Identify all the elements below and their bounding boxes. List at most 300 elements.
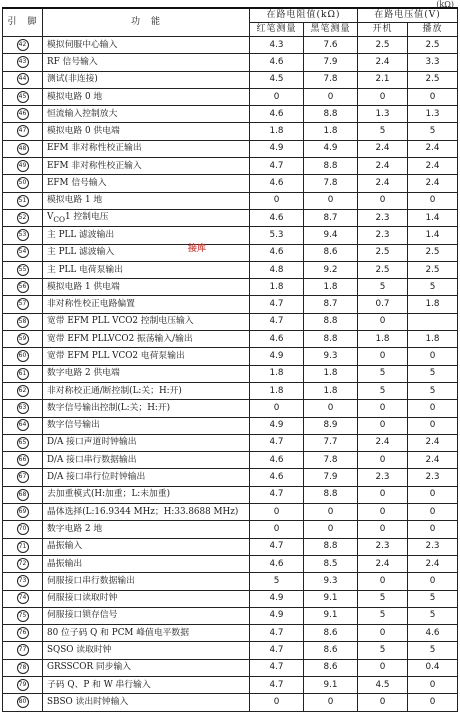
playback-voltage: 0 <box>408 676 458 693</box>
power-on-voltage: 2.3 <box>358 538 408 555</box>
red-probe-value: 4.9 <box>250 590 304 607</box>
header-playback: 播放 <box>408 23 458 37</box>
table-row <box>3 434 458 451</box>
red-probe-value: 4.9 <box>250 417 304 434</box>
table-header <box>3 8 458 37</box>
function-cell: 数字信号输出控制(L:关；H:开) <box>43 400 250 417</box>
table-row <box>3 469 458 486</box>
power-on-voltage: 5 <box>358 123 408 140</box>
red-probe-value: 4.7 <box>250 313 304 330</box>
header-pin: 引 脚 <box>3 8 43 37</box>
table-row <box>3 504 458 521</box>
circled-pin-number: 73 <box>17 575 29 587</box>
table-body <box>3 37 458 712</box>
function-cell: 数字电路 2 供电端 <box>43 365 250 382</box>
circled-pin-number: 75 <box>17 610 29 622</box>
playback-voltage: 0 <box>408 88 458 105</box>
function-cell: 模拟电路 1 地 <box>43 192 250 209</box>
watermark-logo: 接库 <box>188 244 207 254</box>
playback-voltage: 2.3 <box>408 469 458 486</box>
table-row <box>3 123 458 140</box>
table-row <box>3 590 458 607</box>
power-on-voltage: 0 <box>358 486 408 503</box>
red-probe-value: 4.9 <box>250 607 304 624</box>
function-cell: $V_{CO}1$ 控制电压 <box>43 209 250 226</box>
function-cell: 晶振输出 <box>43 555 250 572</box>
circled-pin-number: 50 <box>17 177 29 189</box>
power-on-voltage: 0 <box>358 521 408 538</box>
header-red-probe: 红笔测量 <box>250 23 304 37</box>
power-on-voltage: 5 <box>358 382 408 399</box>
table-row <box>3 279 458 296</box>
pin-number <box>3 434 43 451</box>
red-probe-value: 0 <box>250 694 304 711</box>
power-on-voltage: 5 <box>358 279 408 296</box>
black-probe-value: 0 <box>304 694 358 711</box>
pin-number <box>3 555 43 572</box>
power-on-voltage: 2.4 <box>358 54 408 71</box>
red-probe-value: 0 <box>250 192 304 209</box>
playback-voltage: 2.4 <box>408 452 458 469</box>
power-on-voltage: 0 <box>358 452 408 469</box>
power-on-voltage: 2.3 <box>358 227 408 244</box>
circled-pin-number: 54 <box>17 246 29 258</box>
function-cell: 恒流输入控制放大 <box>43 106 250 123</box>
circled-pin-number: 49 <box>17 160 29 172</box>
black-probe-value: 9.4 <box>304 227 358 244</box>
red-probe-value: 4.3 <box>250 37 304 54</box>
circled-pin-number: 79 <box>17 679 29 691</box>
black-probe-value: 0 <box>304 504 358 521</box>
pin-number <box>3 313 43 330</box>
header-voltage-group: 在路电压值(V) <box>358 8 458 23</box>
circled-pin-number: 70 <box>17 523 29 535</box>
red-probe-value: 4.7 <box>250 486 304 503</box>
function-cell: 主 PLL 电荷泵输出 <box>43 261 250 278</box>
black-probe-value: 0 <box>304 400 358 417</box>
red-probe-value: 4.6 <box>250 469 304 486</box>
table-row <box>3 694 458 711</box>
black-probe-value: 9.2 <box>304 261 358 278</box>
circled-pin-number: 58 <box>17 316 29 328</box>
pin-number <box>3 71 43 88</box>
power-on-voltage: 0 <box>358 400 408 417</box>
power-on-voltage: 0 <box>358 573 408 590</box>
red-probe-value: 4.6 <box>250 331 304 348</box>
playback-voltage: 2.5 <box>408 261 458 278</box>
black-probe-value: 8.8 <box>304 313 358 330</box>
circled-pin-number: 67 <box>17 471 29 483</box>
red-probe-value: 0 <box>250 400 304 417</box>
pin-number <box>3 296 43 313</box>
playback-voltage: 4.6 <box>408 625 458 642</box>
black-probe-value: 8.8 <box>304 331 358 348</box>
table-row <box>3 140 458 157</box>
power-on-voltage: 0 <box>358 694 408 711</box>
function-cell: 模拟电路 0 地 <box>43 88 250 105</box>
red-probe-value: 4.6 <box>250 555 304 572</box>
black-probe-value: 0 <box>304 88 358 105</box>
circled-pin-number: 71 <box>17 541 29 553</box>
power-on-voltage: 0 <box>358 504 408 521</box>
black-probe-value: 8.8 <box>304 486 358 503</box>
black-probe-value: 7.8 <box>304 452 358 469</box>
table-row <box>3 313 458 330</box>
power-on-voltage: 0 <box>358 417 408 434</box>
table-row <box>3 348 458 365</box>
function-cell: 非对称校正通/断控制(L:关；H:开) <box>43 382 250 399</box>
circled-pin-number: 43 <box>17 56 29 68</box>
power-on-voltage: 2.1 <box>358 71 408 88</box>
pin-number <box>3 452 43 469</box>
pin-number <box>3 192 43 209</box>
playback-voltage: 0 <box>408 192 458 209</box>
circled-pin-number: 44 <box>17 73 29 85</box>
playback-voltage: 2.3 <box>408 538 458 555</box>
red-probe-value: 5.3 <box>250 227 304 244</box>
black-probe-value: 1.8 <box>304 365 358 382</box>
circled-pin-number: 66 <box>17 454 29 466</box>
red-probe-value: 4.6 <box>250 452 304 469</box>
pin-number <box>3 123 43 140</box>
red-probe-value: 5 <box>250 573 304 590</box>
header-black-probe: 黑笔测量 <box>304 23 358 37</box>
red-probe-value: 4.6 <box>250 54 304 71</box>
black-probe-value: 0 <box>304 521 358 538</box>
circled-pin-number: 59 <box>17 333 29 345</box>
pin-number <box>3 37 43 54</box>
circled-pin-number: 76 <box>17 627 29 639</box>
black-probe-value: 8.6 <box>304 244 358 261</box>
playback-voltage: 5 <box>408 123 458 140</box>
table-row <box>3 607 458 624</box>
red-probe-value: 4.6 <box>250 106 304 123</box>
function-cell: 非对称性校正电路偏置 <box>43 296 250 313</box>
pin-number <box>3 158 43 175</box>
table-row <box>3 71 458 88</box>
table-row <box>3 382 458 399</box>
red-probe-value: 4.9 <box>250 140 304 157</box>
pin-voltage-table <box>2 7 458 712</box>
playback-voltage: 1.3 <box>408 106 458 123</box>
pin-number <box>3 54 43 71</box>
table-row <box>3 365 458 382</box>
black-probe-value: 7.8 <box>304 175 358 192</box>
power-on-voltage: 2.5 <box>358 244 408 261</box>
table-row <box>3 400 458 417</box>
playback-voltage: 5 <box>408 382 458 399</box>
red-probe-value: 1.8 <box>250 123 304 140</box>
power-on-voltage: 1.3 <box>358 106 408 123</box>
function-cell: 晶体选择(L:16.9344 MHz；H:33.8688 MHz) <box>43 504 250 521</box>
black-probe-value: 1.8 <box>304 123 358 140</box>
function-cell: 宽带 EFM PLL VCO2 电荷泵输出 <box>43 348 250 365</box>
black-probe-value: 9.3 <box>304 348 358 365</box>
pin-number <box>3 106 43 123</box>
pin-number <box>3 209 43 226</box>
pin-number <box>3 573 43 590</box>
circled-pin-number: 55 <box>17 264 29 276</box>
table-row <box>3 106 458 123</box>
table-row <box>3 296 458 313</box>
function-cell: 伺服接口锁存信号 <box>43 607 250 624</box>
playback-voltage: 1.8 <box>408 331 458 348</box>
function-cell: 模拟伺服中心输入 <box>43 37 250 54</box>
pin-number <box>3 331 43 348</box>
power-on-voltage: 2.4 <box>358 140 408 157</box>
power-on-voltage: 2.4 <box>358 434 408 451</box>
red-probe-value: 4.8 <box>250 261 304 278</box>
playback-voltage: 1.4 <box>408 209 458 226</box>
function-cell: SQSO 读取时钟 <box>43 642 250 659</box>
pin-number <box>3 642 43 659</box>
black-probe-value: 8.7 <box>304 296 358 313</box>
black-probe-value: 8.5 <box>304 555 358 572</box>
table-row <box>3 261 458 278</box>
playback-voltage: 0 <box>408 694 458 711</box>
pin-number <box>3 694 43 711</box>
red-probe-value: 1.8 <box>250 382 304 399</box>
function-cell: D/A 接口串行位时钟输出 <box>43 469 250 486</box>
circled-pin-number: 52 <box>17 212 29 224</box>
black-probe-value: 4.9 <box>304 140 358 157</box>
black-probe-value: 8.8 <box>304 538 358 555</box>
red-probe-value: 4.7 <box>250 296 304 313</box>
pin-number <box>3 279 43 296</box>
playback-voltage: 2.4 <box>408 434 458 451</box>
power-on-voltage: 1.8 <box>358 331 408 348</box>
red-probe-value: 0 <box>250 504 304 521</box>
function-cell: 宽带 EFM PLLVCO2 振荡输入/输出 <box>43 331 250 348</box>
red-probe-value: 4.7 <box>250 676 304 693</box>
circled-pin-number: 48 <box>17 143 29 155</box>
power-on-voltage: 4.5 <box>358 676 408 693</box>
function-cell: 伺服接口读取时钟 <box>43 590 250 607</box>
pin-number <box>3 140 43 157</box>
pin-number <box>3 382 43 399</box>
function-cell: RF 信号输入 <box>43 54 250 71</box>
playback-voltage: 0 <box>408 573 458 590</box>
header-power-on: 开机 <box>358 23 408 37</box>
pin-number <box>3 486 43 503</box>
playback-voltage: 5 <box>408 642 458 659</box>
playback-voltage: 2.4 <box>408 140 458 157</box>
table-row <box>3 521 458 538</box>
pin-number <box>3 175 43 192</box>
black-probe-value: 9.3 <box>304 573 358 590</box>
function-cell: 主 PLL 滤波输入 <box>43 244 250 261</box>
circled-pin-number: 64 <box>17 419 29 431</box>
playback-voltage: 5 <box>408 607 458 624</box>
table-row <box>3 417 458 434</box>
pin-number <box>3 659 43 676</box>
pin-number <box>3 261 43 278</box>
red-probe-value: 4.7 <box>250 158 304 175</box>
power-on-voltage: 0 <box>358 625 408 642</box>
unit-note: (kΩ) <box>436 0 454 9</box>
table-row <box>3 227 458 244</box>
circled-pin-number: 69 <box>17 506 29 518</box>
circled-pin-number: 53 <box>17 229 29 241</box>
playback-voltage: 2.4 <box>408 555 458 572</box>
function-cell: EFM 信号输入 <box>43 175 250 192</box>
black-probe-value: 1.8 <box>304 382 358 399</box>
circled-pin-number: 46 <box>17 108 29 120</box>
power-on-voltage: 5 <box>358 642 408 659</box>
circled-pin-number: 63 <box>17 402 29 414</box>
power-on-voltage: 2.3 <box>358 469 408 486</box>
function-cell: SBSO 读出时钟输入 <box>43 694 250 711</box>
header-resistance-group: 在路电阻值(kΩ) <box>250 8 358 23</box>
pin-number <box>3 676 43 693</box>
power-on-voltage: 5 <box>358 590 408 607</box>
playback-voltage: 0 <box>408 417 458 434</box>
function-cell: 80 位子码 Q 和 PCM 峰值电平数据 <box>43 625 250 642</box>
black-probe-value: 7.9 <box>304 469 358 486</box>
playback-voltage: 2.4 <box>408 158 458 175</box>
black-probe-value: 7.6 <box>304 37 358 54</box>
black-probe-value: 0 <box>304 192 358 209</box>
black-probe-value: 9.1 <box>304 590 358 607</box>
pin-number <box>3 590 43 607</box>
circled-pin-number: 47 <box>17 125 29 137</box>
table-row <box>3 37 458 54</box>
circled-pin-number: 62 <box>17 385 29 397</box>
pin-number <box>3 348 43 365</box>
black-probe-value: 8.8 <box>304 158 358 175</box>
pin-number <box>3 400 43 417</box>
pin-number <box>3 625 43 642</box>
power-on-voltage: 0 <box>358 313 408 330</box>
circled-pin-number: 65 <box>17 437 29 449</box>
table-row <box>3 538 458 555</box>
playback-voltage: 5 <box>408 279 458 296</box>
circled-pin-number: 60 <box>17 350 29 362</box>
power-on-voltage: 0 <box>358 88 408 105</box>
red-probe-value: 0 <box>250 88 304 105</box>
red-probe-value: 4.7 <box>250 625 304 642</box>
black-probe-value: 1.8 <box>304 279 358 296</box>
playback-voltage: 0 <box>408 504 458 521</box>
table-row <box>3 659 458 676</box>
red-probe-value: 0 <box>250 521 304 538</box>
red-probe-value: 1.8 <box>250 365 304 382</box>
playback-voltage: 0 <box>408 486 458 503</box>
pin-number <box>3 469 43 486</box>
black-probe-value: 8.6 <box>304 659 358 676</box>
pin-number <box>3 365 43 382</box>
function-cell: 模拟电路 0 供电端 <box>43 123 250 140</box>
table-row <box>3 244 458 261</box>
power-on-voltage: 2.4 <box>358 158 408 175</box>
power-on-voltage: 2.3 <box>358 209 408 226</box>
circled-pin-number: 74 <box>17 592 29 604</box>
circled-pin-number: 61 <box>17 368 29 380</box>
playback-voltage: 3.3 <box>408 54 458 71</box>
playback-voltage: 5 <box>408 365 458 382</box>
table-row <box>3 175 458 192</box>
playback-voltage: 0.4 <box>408 659 458 676</box>
playback-voltage: 5 <box>408 590 458 607</box>
function-cell: 主 PLL 滤波输出 <box>43 227 250 244</box>
circled-pin-number: 77 <box>17 644 29 656</box>
function-cell: EFM 非对称性校正输入 <box>43 158 250 175</box>
red-probe-value: 4.7 <box>250 434 304 451</box>
playback-voltage: 2.5 <box>408 244 458 261</box>
power-on-voltage: 0 <box>358 659 408 676</box>
power-on-voltage: 2.5 <box>358 37 408 54</box>
power-on-voltage: 5 <box>358 607 408 624</box>
table-row <box>3 486 458 503</box>
playback-voltage: 2.5 <box>408 37 458 54</box>
power-on-voltage: 2.4 <box>358 175 408 192</box>
black-probe-value: 8.6 <box>304 625 358 642</box>
power-on-voltage: 5 <box>358 365 408 382</box>
function-cell: 去加重模式(H:加重；L:未加重) <box>43 486 250 503</box>
circled-pin-number: 80 <box>17 696 29 708</box>
circled-pin-number: 56 <box>17 281 29 293</box>
table-row <box>3 676 458 693</box>
playback-voltage: 0 <box>408 348 458 365</box>
pin-number <box>3 607 43 624</box>
table-row <box>3 158 458 175</box>
red-probe-value: 4.6 <box>250 244 304 261</box>
table-row <box>3 573 458 590</box>
function-cell: GRSSCOR 同步输入 <box>43 659 250 676</box>
black-probe-value: 7.8 <box>304 71 358 88</box>
red-probe-value: 4.7 <box>250 642 304 659</box>
circled-pin-number: 72 <box>17 558 29 570</box>
pin-number <box>3 244 43 261</box>
playback-voltage: 2.4 <box>408 175 458 192</box>
function-cell: D/A 接口串行数据输出 <box>43 452 250 469</box>
black-probe-value: 9.1 <box>304 607 358 624</box>
table-row <box>3 54 458 71</box>
table-row <box>3 642 458 659</box>
circled-pin-number: 45 <box>17 91 29 103</box>
black-probe-value: 8.9 <box>304 417 358 434</box>
circled-pin-number: 78 <box>17 662 29 674</box>
function-cell: 子码 Q、P 和 W 串行输入 <box>43 676 250 693</box>
black-probe-value: 8.6 <box>304 642 358 659</box>
black-probe-value: 7.7 <box>304 434 358 451</box>
playback-voltage: 1.4 <box>408 227 458 244</box>
function-cell: 数字信号输出 <box>43 417 250 434</box>
power-on-voltage: 0 <box>358 348 408 365</box>
function-cell: 数字电路 2 地 <box>43 521 250 538</box>
table-row <box>3 192 458 209</box>
red-probe-value: 1.8 <box>250 279 304 296</box>
power-on-voltage: 0 <box>358 192 408 209</box>
playback-voltage: 1.8 <box>408 296 458 313</box>
red-probe-value: 4.6 <box>250 175 304 192</box>
power-on-voltage: 2.5 <box>358 261 408 278</box>
power-on-voltage: 0.7 <box>358 296 408 313</box>
pin-number <box>3 521 43 538</box>
black-probe-value: 8.7 <box>304 209 358 226</box>
black-probe-value: 7.9 <box>304 54 358 71</box>
red-probe-value: 4.9 <box>250 348 304 365</box>
function-cell: 测试(非连接) <box>43 71 250 88</box>
function-cell: 伺服接口串行数据输出 <box>43 573 250 590</box>
pin-number <box>3 227 43 244</box>
pin-number <box>3 417 43 434</box>
pin-number <box>3 538 43 555</box>
table-row <box>3 555 458 572</box>
red-probe-value: 4.7 <box>250 538 304 555</box>
power-on-voltage: 2.4 <box>358 555 408 572</box>
circled-pin-number: 51 <box>17 195 29 207</box>
